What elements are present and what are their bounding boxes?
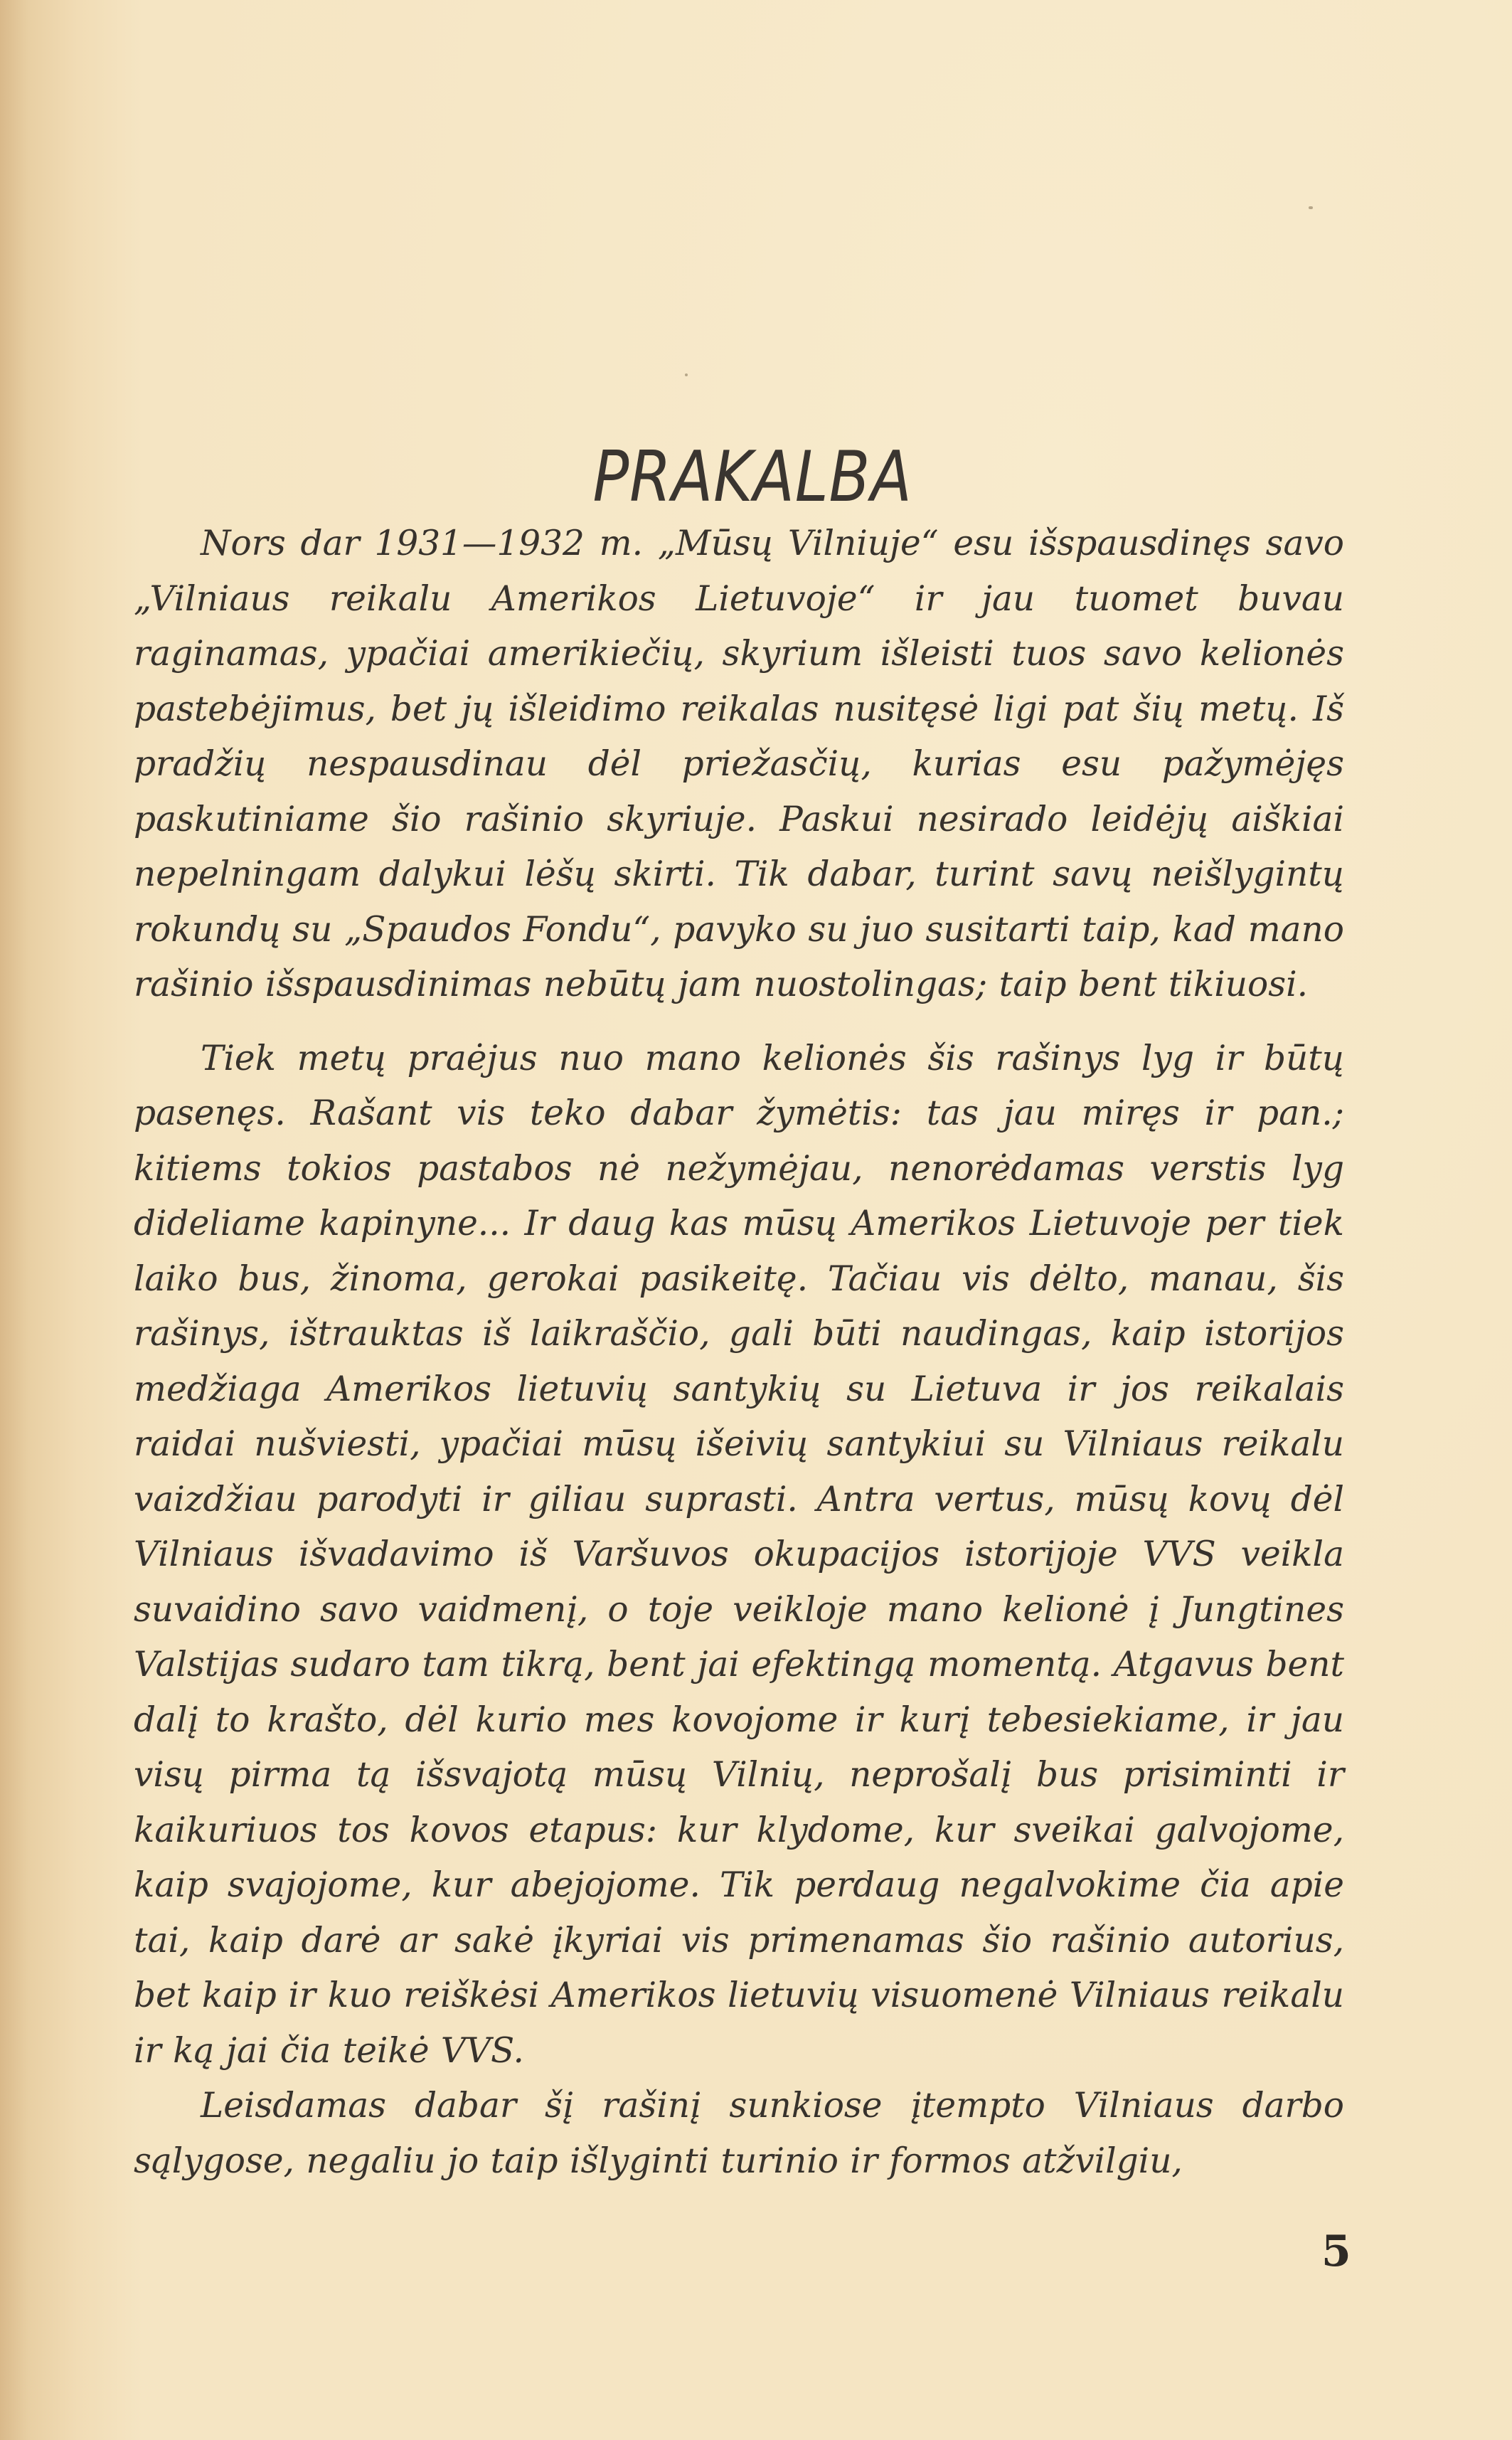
- page-number: 5: [1321, 2227, 1351, 2276]
- paper-speck: [685, 373, 688, 376]
- paragraph: Tiek metų praėjus nuo mano kelionės šis rašinys lyg ir būtų pasenęs. Rašant vis teko dabar žymėtis: tas jau miręs ir pan.; kitiems tokios pastabos nė nežymėjau, nenorėdamas verstis lyg dideliame kapinyne... Ir daug kas mūsų Amerikos Lietuvoje per tiek laiko bus, žinoma, gerokai pasikeitę. Tačiau vis dėlto, manau, šis rašinys, ištrauktas iš laikraščio, gali būti naudingas, kaip istorijos medžiaga Amerikos lietuvių santykių su Lietuva ir jos reikalais raidai nušviesti, ypačiai mūsų išeivių santykiui su Vilniaus reikalu vaizdžiau parodyti ir giliau suprasti. Antra vertus, mūsų kovų dėl Vilniaus išvadavimo iš Varšuvos okupacijos istorijoje VVS veikla suvaidino savo vaidmenį, o toje veikloje mano kelionė į Jungtines Valstijas sudaro tam tikrą, bent jai efektingą momentą. Atgavus bent dalį to krašto, dėl kurio mes kovojome ir kurį tebesiekiame, ir jau visų pirma tą išsvajotą mūsų Vilnių, neprošalį bus prisiminti ir kaikuriuos tos kovos etapus: kur klydome, kur sveikai galvojome, kaip svajojome, kur abejojome. Tik perdaug negalvokime čia apie tai, kaip darė ar sakė įkyriai vis primenamas šio rašinio autorius, bet kaip ir kuo reiškėsi Amerikos lietuvių visuomenė Vilniaus reikalu ir ką jai čia teikė VVS.: [134, 1038, 1344, 2071]
- paragraph: Nors dar 1931—1932 m. „Mūsų Vilniuje“ esu išspausdinęs savo „Vilniaus reikalu Amerikos Lietuvoje“ ir jau tuomet buvau raginamas, ypačiai amerikiečių, skyrium išleisti tuos savo kelionės pastebėjimus, bet jų išleidimo reikalas nusitęsė ligi pat šių metų. Iš pradžių nespausdinau dėl priežasčių, kurias esu pažymėjęs paskutiniame šio rašinio skyriuje. Paskui nesirado leidėjų aiškiai nepelningam dalykui lėšų skirti. Tik dabar, turint savų neišlygintų rokundų su „Spaudos Fondu“, pavyko su juo susitarti taip, kad mano rašinio išspausdinimas nebūtų jam nuostolingas; taip bent tikiuosi.: [134, 524, 1344, 1004]
- paper-speck: [1309, 206, 1313, 209]
- paragraph: Leisdamas dabar šį rašinį sunkiose įtempto Vilniaus darbo sąlygose, negaliu jo taip išlyginti turinio ir formos atžvilgiu,: [134, 2086, 1344, 2181]
- page-title: PRAKALBA: [592, 436, 912, 518]
- body-text: [134, 516, 1344, 2189]
